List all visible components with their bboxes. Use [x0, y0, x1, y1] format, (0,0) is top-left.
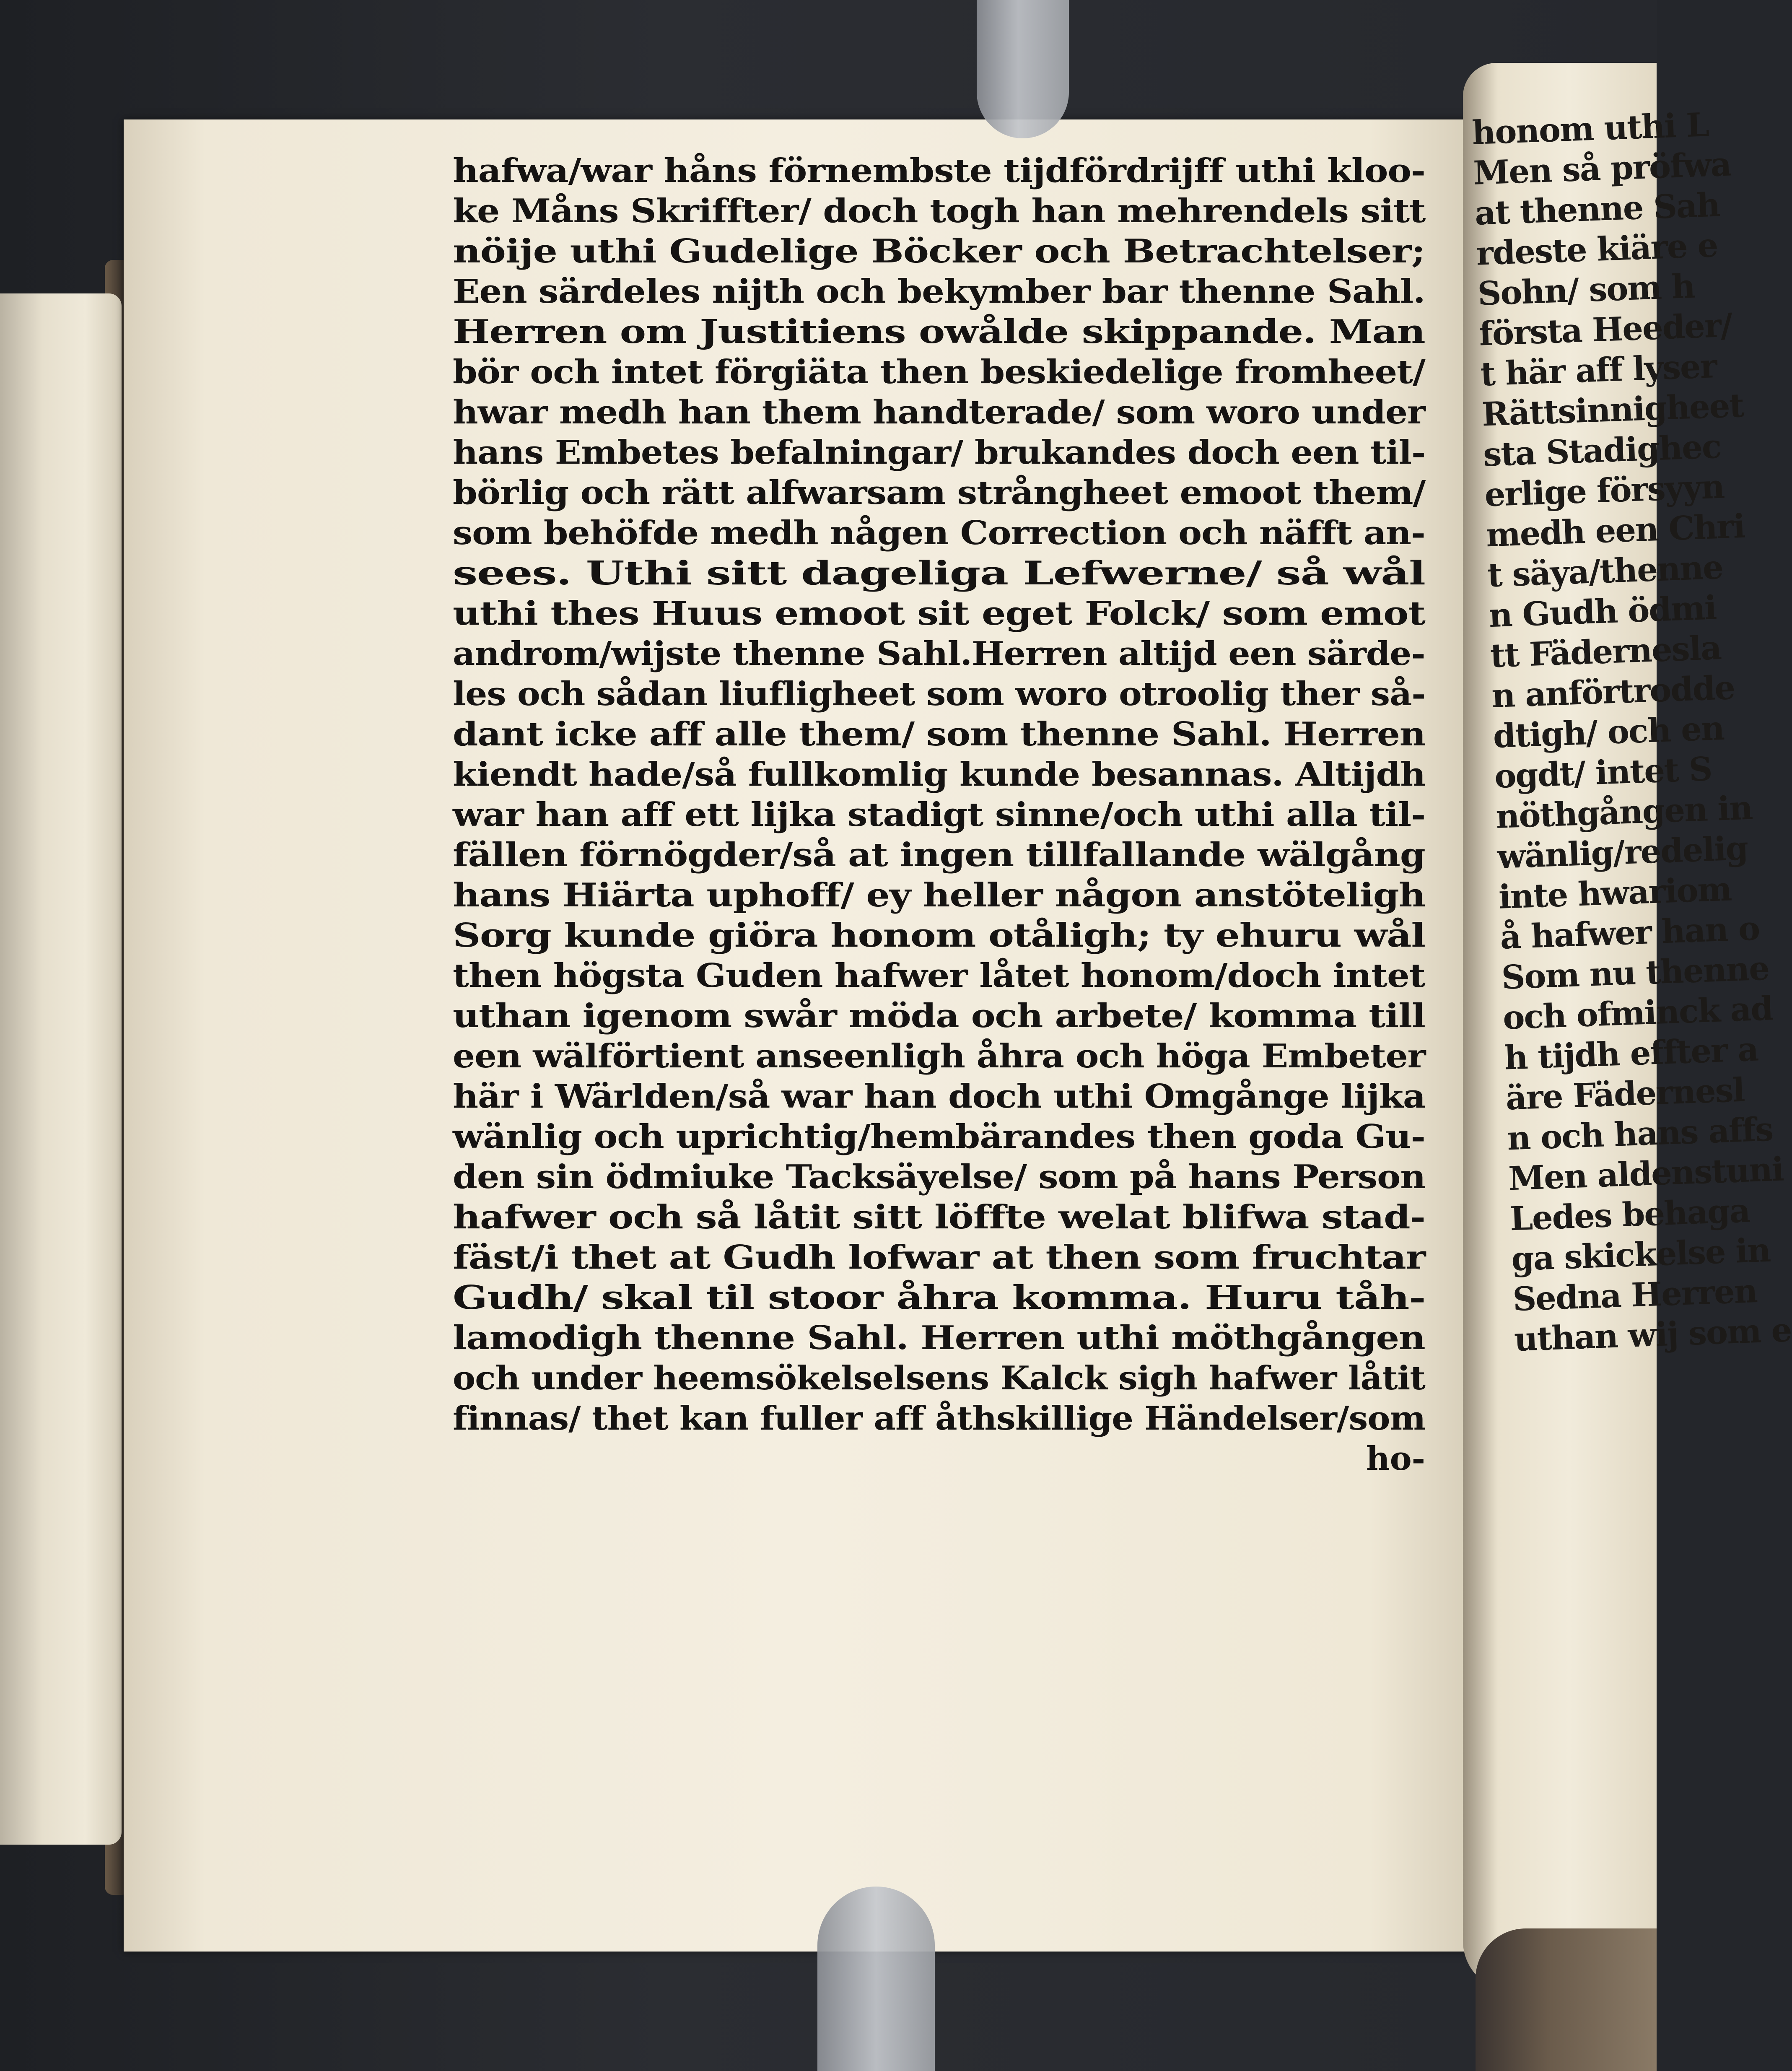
facing-text-line: t säya/thenne	[1486, 548, 1724, 595]
facing-text-line: n anförtrodde	[1491, 668, 1735, 716]
facing-text-line: första Heeder/	[1478, 306, 1732, 353]
page-clip-bottom	[817, 1887, 935, 2071]
facing-text-line: inte hwariom	[1498, 870, 1732, 916]
text-line: bör och intet förgiäta then beskiedelige fromheet/	[453, 353, 1425, 391]
text-line: hans Embetes befalningar/ brukandes doch een til-	[453, 433, 1426, 472]
facing-text-line: sta Stadighec	[1482, 427, 1722, 474]
catchword: ho-	[1366, 1440, 1425, 1478]
facing-text-line: Men så pröfwa	[1473, 145, 1732, 192]
text-line: Sorg kunde giöra honom otåligh; ty ehuru wål	[453, 916, 1425, 955]
text-line: hwar medh han them handterade/ som woro under	[453, 393, 1425, 431]
text-line: androm/wijste thenne Sahl.Herren altijd een särde-	[453, 635, 1425, 673]
facing-page	[1463, 63, 1792, 1991]
text-line: Een särdeles nijth och bekymber bar thenne Sahl.	[453, 272, 1425, 311]
facing-text-line: Sohn/ som h	[1477, 267, 1696, 313]
facing-text-line: dtigh/ och en	[1492, 709, 1725, 756]
text-line: och under heemsökelselsens Kalck sigh hafwer låtit	[453, 1359, 1425, 1397]
text-line: les och sådan liufligheet som woro otroolig ther så-	[453, 675, 1426, 713]
facing-text-line: nöthgången in	[1495, 789, 1753, 836]
facing-text-line: Som nu thenne	[1501, 949, 1770, 997]
facing-text-line: honom uthi L	[1471, 106, 1709, 152]
text-line: kiendt hade/så fullkomlig kunde besannas. Altijdh	[453, 755, 1426, 794]
book-spine	[1476, 1928, 1657, 2071]
text-line: finnas/ thet kan fuller aff åthskillige Händelser/som	[453, 1399, 1426, 1438]
text-line: Gudh/ skal til stoor åhra komma. Huru tåh-	[453, 1279, 1426, 1317]
text-line: een wälförtient anseenligh åhra och höga Embeter	[453, 1037, 1426, 1075]
text-line: fällen förnögder/så at ingen tillfallande wälgång	[453, 836, 1425, 874]
text-line: fäst/i thet at Gudh lofwar at then som fruchtar	[453, 1238, 1426, 1277]
text-line: dant icke aff alle them/ som thenne Sahl. Herren	[453, 715, 1426, 753]
facing-text-line: Sedna Herren	[1512, 1272, 1758, 1319]
facing-text-line: erlige försyyn	[1484, 467, 1725, 514]
text-line: den sin ödmiuke Tacksäyelse/ som på hans Person	[453, 1158, 1426, 1196]
facing-text-line: äre Fädernesl	[1505, 1071, 1745, 1118]
facing-text-line: och ofminck ad	[1502, 989, 1774, 1037]
facing-text-line: medh een Chri	[1485, 507, 1745, 555]
text-line: ke Måns Skriffter/ doch togh han mehrendels sitt	[453, 192, 1426, 230]
facing-text-line: at thenne Sah	[1474, 186, 1720, 233]
facing-text-line: Rättsinnigheet	[1481, 386, 1744, 434]
facing-text-line: uthan wij som e	[1513, 1311, 1792, 1359]
text-line: sees. Uthi sitt dageliga Lefwerne/ så wål	[453, 554, 1425, 592]
previous-pages-stack	[0, 293, 122, 1845]
text-line: här i Wärlden/så war han doch uthi Omgånge lijka	[453, 1077, 1426, 1116]
text-line: uthan igenom swår möda och arbete/ komma till	[453, 997, 1425, 1035]
text-line: lamodigh thenne Sahl. Herren uthi möthgången	[453, 1319, 1425, 1357]
text-line: hans Hiärta uphoff/ ey heller någon anstöteligh	[453, 876, 1426, 914]
facing-text-line: å hafwer han o	[1499, 909, 1760, 957]
facing-page-text	[1471, 104, 1792, 1360]
facing-text-line: h tijdh effter a	[1504, 1030, 1759, 1077]
text-line: war han aff ett lijka stadigt sinne/och uthi alla til-	[453, 796, 1426, 834]
text-line: then högsta Guden hafwer låtet honom/doch intet	[453, 957, 1425, 995]
text-line: nöije uthi Gudelige Böcker och Betrachtelser;	[453, 232, 1425, 270]
facing-text-line: rdeste kiäre e	[1476, 226, 1718, 273]
facing-text-line: ogdt/ intet S	[1494, 750, 1712, 796]
facing-text-line: t här aff lyser	[1480, 347, 1717, 394]
facing-text-line: n Gudh ödmi	[1488, 589, 1717, 635]
page-clip-top	[977, 0, 1069, 138]
text-line: börlig och rätt alfwarsam strångheet emoot them/	[453, 474, 1426, 512]
text-line: uthi thes Huus emoot sit eget Folck/ som emot	[453, 594, 1425, 633]
text-line: hafwa/war håns förnembste tijdfördrijff uthi kloo-	[453, 152, 1425, 190]
page-text-block	[453, 151, 1425, 1479]
facing-text-line: tt Fädernesla	[1489, 629, 1722, 675]
facing-text-line: wänlig/redelig	[1496, 829, 1748, 876]
facing-text-line: Men aldenstuni	[1508, 1150, 1784, 1198]
facing-text-line: n och hans affs	[1506, 1110, 1774, 1158]
text-line: wänlig och uprichtig/hembärandes then goda Gu-	[453, 1118, 1425, 1156]
facing-text-line: Ledes behaga	[1509, 1191, 1751, 1238]
facing-text-line: ga skickelse in	[1510, 1231, 1771, 1279]
text-line: som behöfde medh någen Correction och näfft an-	[453, 514, 1425, 552]
text-line: Herren om Justitiens owålde skippande. Man	[453, 313, 1425, 351]
text-line: hafwer och så låtit sitt löffte welat blifwa stad-	[453, 1198, 1425, 1236]
